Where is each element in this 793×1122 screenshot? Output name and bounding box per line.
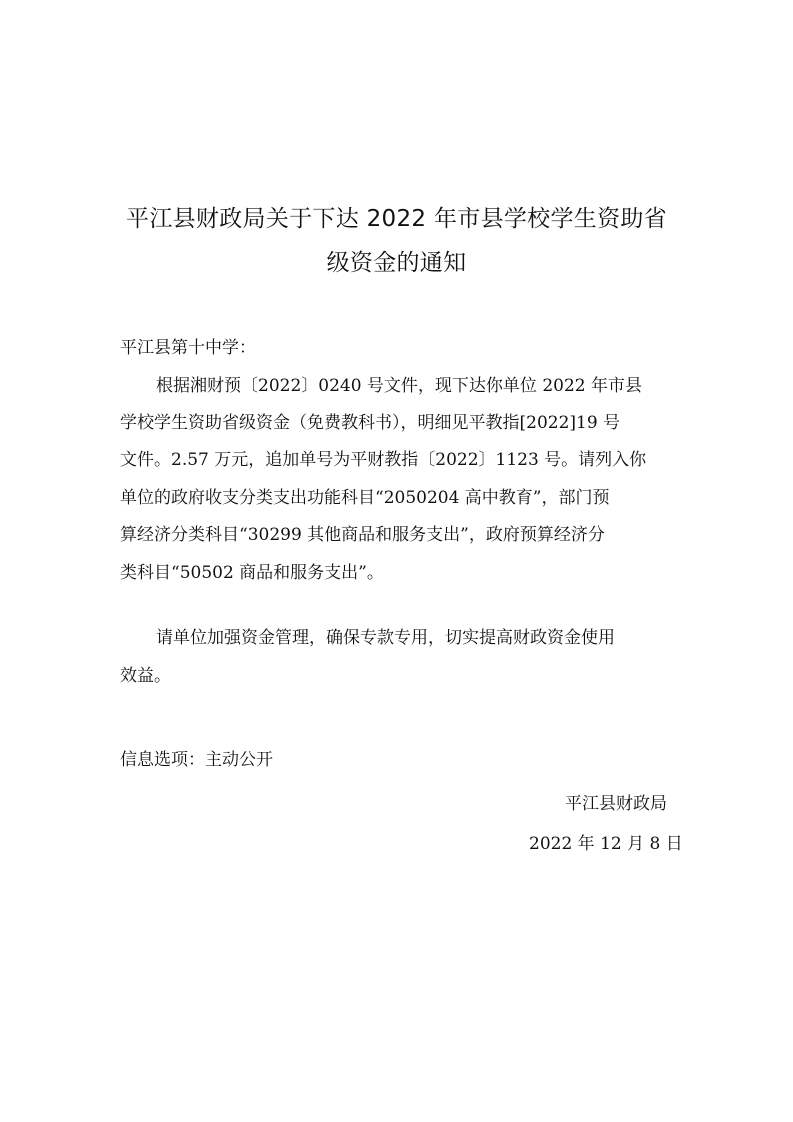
issue-date: 2022 年 12 月 8 日	[529, 834, 683, 854]
body-paragraph-1-line-5: 算经济分类科目“30299 其他商品和服务支出”，政府预算经济分	[120, 525, 605, 545]
disclosure-option: 信息选项：主动公开	[120, 750, 273, 770]
document-title-line-2: 级资金的通知	[326, 250, 467, 276]
body-paragraph-1-line-3: 文件。2.57 万元，追加单号为平财教指〔2022〕1123 号。请列入你	[120, 450, 647, 470]
body-paragraph-1-line-2: 学校学生资助省级资金（免费教科书），明细见平教指[2022]19 号	[120, 413, 621, 433]
document-title-line-1: 平江县财政局关于下达 2022 年市县学校学生资助省	[126, 206, 667, 232]
body-paragraph-2-line-1: 请单位加强资金管理，确保专款专用，切实提高财政资金使用	[156, 628, 615, 648]
body-paragraph-2-line-2: 效益。	[120, 666, 171, 686]
body-paragraph-1-line-4: 单位的政府收支分类支出功能科目“2050204 高中教育”，部门预	[120, 488, 610, 508]
issuer-name: 平江县财政局	[565, 794, 667, 814]
salutation: 平江县第十中学：	[120, 338, 256, 358]
body-paragraph-1-line-6: 类科目“50502 商品和服务支出”。	[120, 563, 384, 583]
body-paragraph-1-line-1: 根据湘财预〔2022〕0240 号文件，现下达你单位 2022 年市县	[156, 376, 643, 396]
